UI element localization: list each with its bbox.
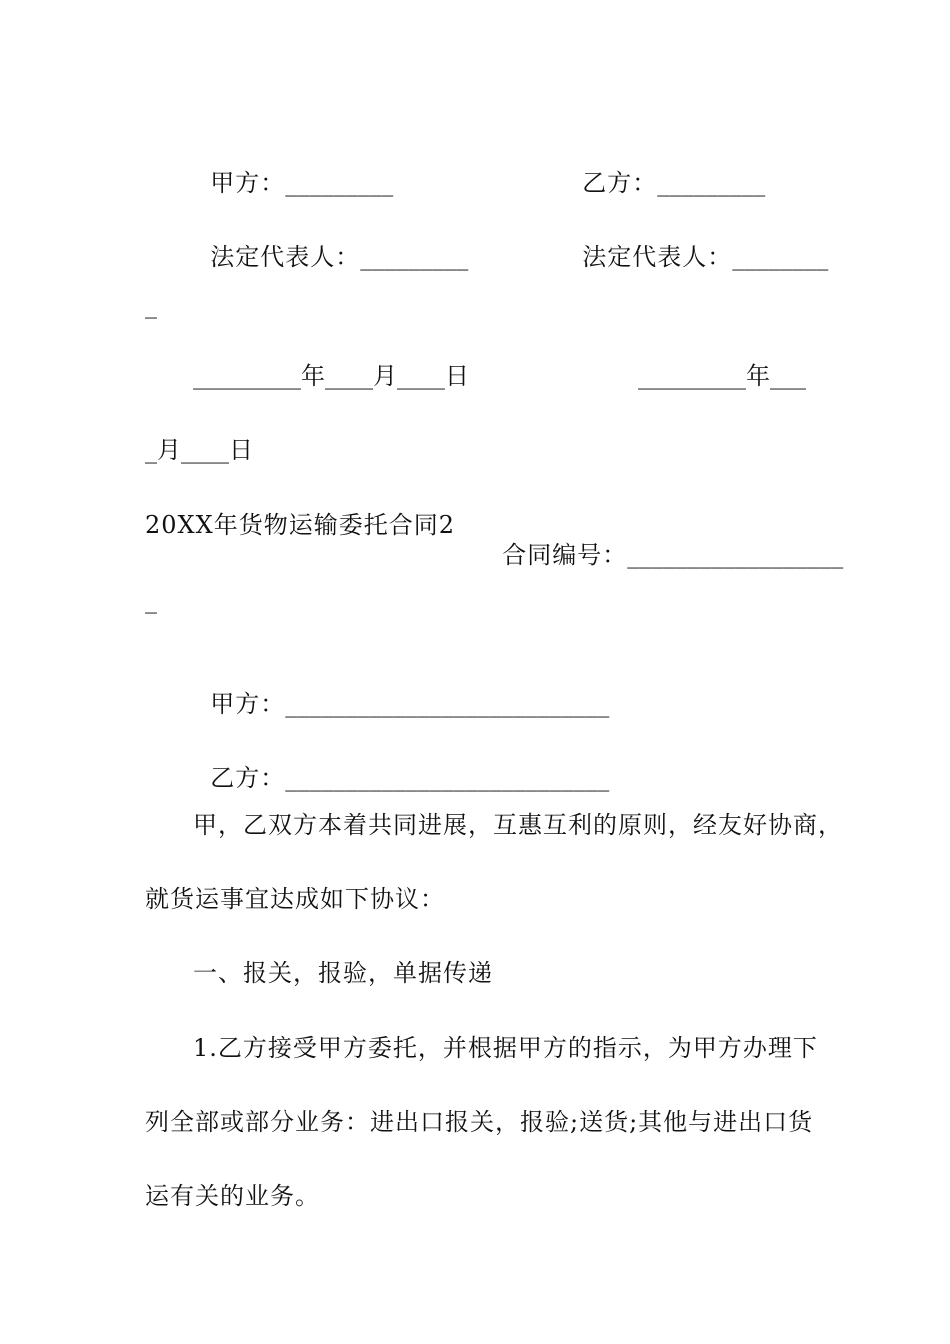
contract-number-overflow: _ <box>145 586 157 614</box>
section-1-heading: 一、报关，报验，单据传递 <box>193 959 493 987</box>
sig-party-a <box>193 138 393 198</box>
sig-party-a-label: 甲方： <box>210 169 286 197</box>
sig-party-a-blank: _________ <box>285 169 394 197</box>
contract-party-a-blank: ___________________________ <box>285 690 610 718</box>
contract-party-b-label: 乙方： <box>210 764 286 792</box>
sig-date-b-line2: _月____日 <box>145 436 253 464</box>
sig-party-b <box>565 138 765 198</box>
sig-date-a: _________年____月____日 <box>193 362 469 390</box>
sig-rep-b-overflow: _ <box>145 291 157 319</box>
contract-party-b-blank: ___________________________ <box>285 764 610 792</box>
sig-rep-b-blank: ________ <box>732 243 829 271</box>
contract-party-b <box>193 733 609 793</box>
clause-1-line-2: 列全部或部分业务：进出口报关，报验;送货;其他与进出口货 <box>145 1108 814 1136</box>
contract-party-a <box>193 659 609 719</box>
sig-rep-a <box>193 212 468 272</box>
contract-title: 20XX年货物运输委托合同2 <box>145 511 455 539</box>
preamble-line-2: 就货运事宜达成如下协议： <box>145 885 445 913</box>
contract-party-a-label: 甲方： <box>210 690 286 718</box>
sig-party-b-label: 乙方： <box>582 169 658 197</box>
contract-number <box>485 510 843 570</box>
sig-rep-b-label: 法定代表人： <box>582 243 733 271</box>
contract-number-label: 合同编号： <box>502 541 628 569</box>
preamble-line-1: 甲，乙双方本着共同进展，互惠互利的原则，经友好协商， <box>193 811 843 839</box>
clause-1-line-3: 运有关的业务。 <box>145 1182 320 1210</box>
contract-number-blank: __________________ <box>627 541 844 569</box>
sig-date-b-line1: _________年___ <box>638 362 806 390</box>
sig-rep-a-label: 法定代表人： <box>210 243 361 271</box>
sig-rep-a-blank: _________ <box>360 243 469 271</box>
clause-1-line-1: 1.乙方接受甲方委托，并根据甲方的指示，为甲方办理下 <box>193 1034 818 1062</box>
sig-rep-b <box>565 212 828 272</box>
sig-party-b-blank: _________ <box>657 169 766 197</box>
